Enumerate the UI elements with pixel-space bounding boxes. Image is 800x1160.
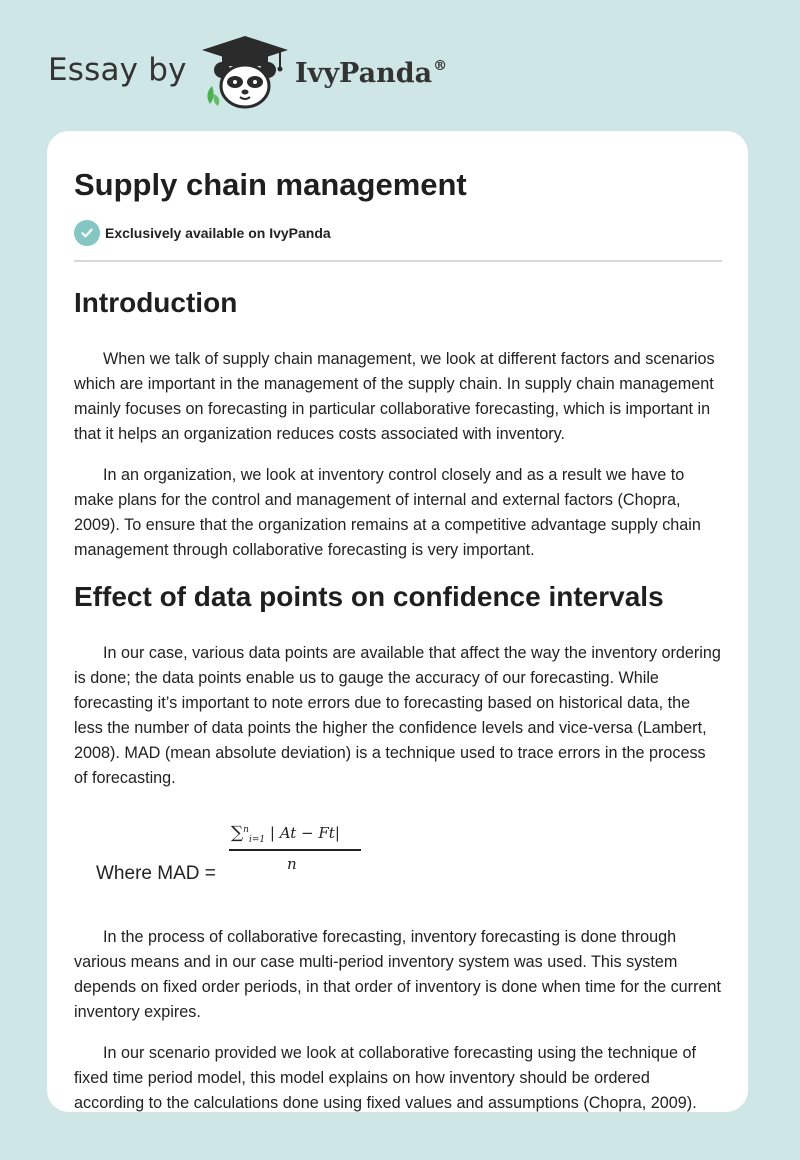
divider	[74, 260, 722, 262]
paragraph: In the process of collaborative forecasting, inventory forecasting is done through various means and in our case multi-period inventory system was used. This system depends on fixed order periods, in that order of inventory is done when time for the current inventory expires.	[74, 928, 721, 1021]
paragraph: When we talk of supply chain management, we look at different factors and scenarios which are important in the management of the supply chain. In supply chain management mainly focuses on forecasting in particular collaborative forecasting, which is important in that it helps an organization reduces costs associated with inventory.	[74, 350, 715, 443]
formula-fraction	[229, 823, 361, 887]
exclusive-badge-label: Exclusively available on IvyPanda	[105, 225, 331, 241]
mad-formula	[74, 811, 722, 903]
section-heading-introduction: Introduction	[74, 287, 238, 318]
page-title: Supply chain management	[74, 167, 467, 202]
fraction-bar	[229, 849, 361, 851]
paragraph: In an organization, we look at inventory control closely and as a result we have to make plans for the control and management of internal and external factors (Chopra, 2009). To ensure that the organization remains at a competitive advantage supply chain management through collaborative forecasting is very important.	[74, 466, 701, 559]
brand-prefix: Essay by	[48, 52, 187, 88]
paragraph: In our case, various data points are available that affect the way the inventory ordering is done; the data points enable us to gauge the accuracy of our forecasting. While forecasting it’s important to note errors due to forecasting based on historical data, the less the number of data points the higher the confidence levels and vice-versa (Lambert, 2008). MAD (mean absolute deviation) is a technique used to trace errors in the process of forecasting.	[74, 644, 721, 787]
brand-name: IvyPanda®	[295, 58, 448, 89]
section-heading-effect: Effect of data points on confidence intervals	[74, 581, 664, 612]
formula-numerator: ∑$^n_{i=1}$ | At − Ft|	[231, 823, 340, 845]
paragraph: In our scenario provided we look at collaborative forecasting using the technique of fixed time period model, this model explains on how inventory should be ordered according to the calculations done using fixed values and assumptions (Chopra, 2009).	[74, 1044, 697, 1112]
check-icon	[74, 220, 100, 246]
formula-denominator: n	[287, 855, 297, 873]
exclusive-badge	[74, 220, 722, 246]
essay-card	[47, 131, 748, 1112]
brand-header	[48, 30, 508, 110]
ivypanda-logo-icon[interactable]	[200, 34, 290, 110]
formula-lhs: Where MAD =	[96, 863, 216, 884]
